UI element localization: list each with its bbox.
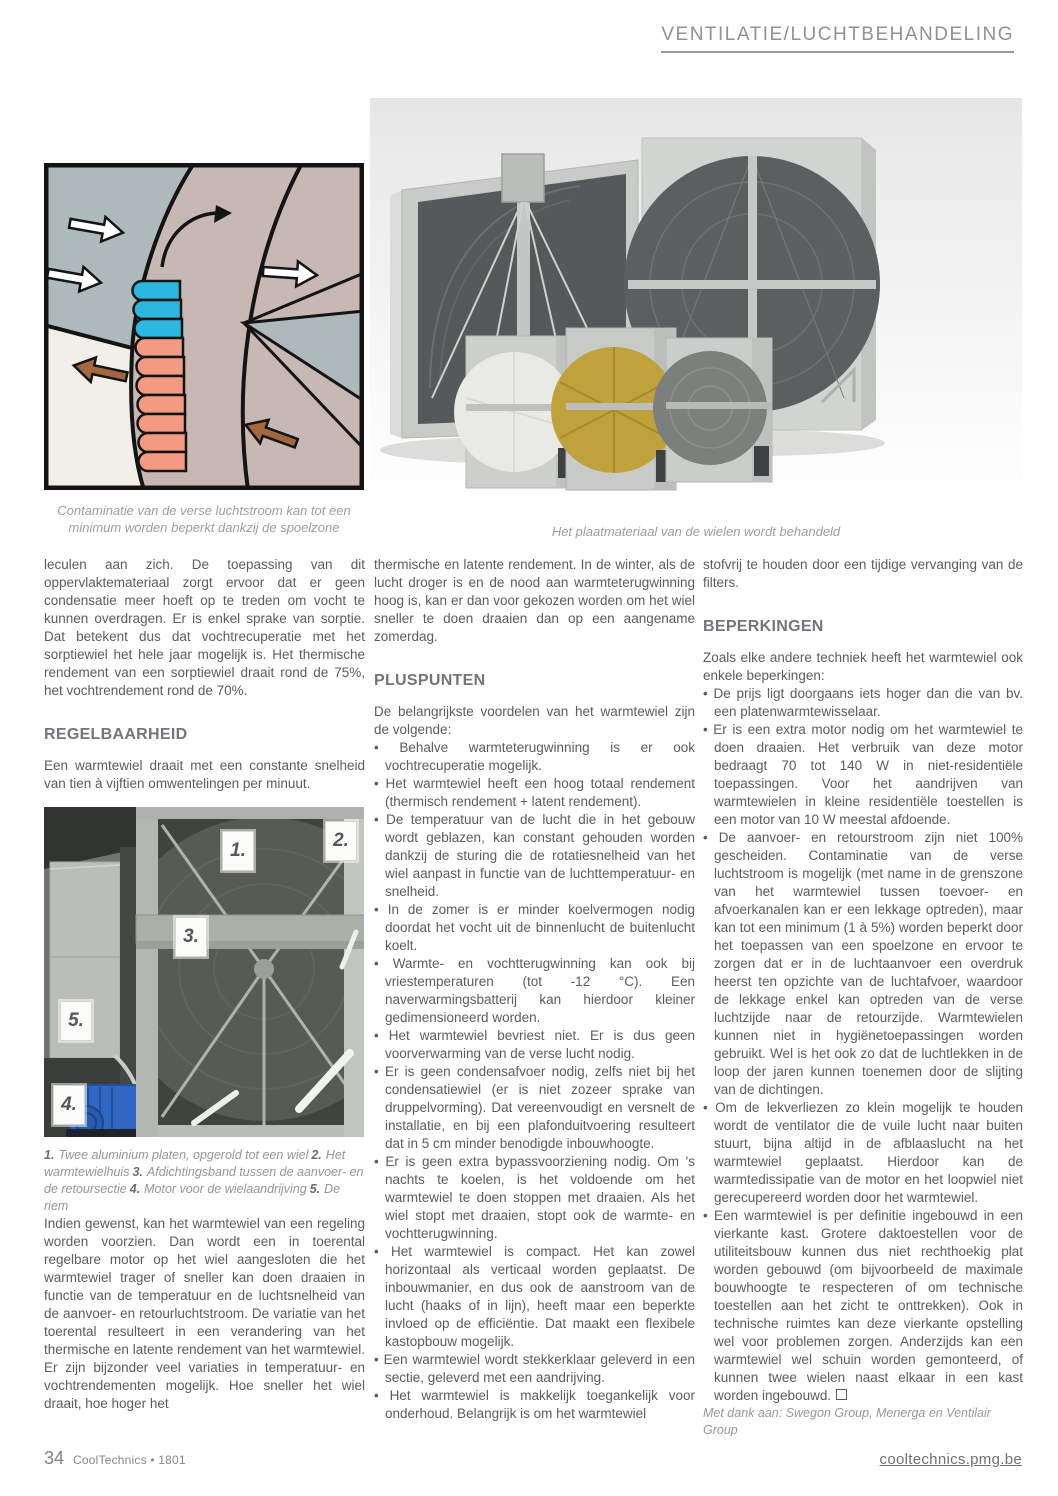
bullet-item: • De prijs ligt doorgaans iets hoger dan die van bv. een platenwarmtewisselaar. bbox=[703, 685, 1023, 721]
small-wheel-unit-dark bbox=[653, 338, 772, 482]
fins-cold bbox=[133, 281, 183, 338]
bullet-item: • Een warmtewiel is per definitie ingebouwd in een vierkante kast. Grotere daktoestellen voor de utiliteitsbouw kunnen dus niet rechthoekig plat worden gebouwd (om bijvoorbeeld de maximale bouwhoogte te respecteren of om technische toestellen aan het zicht te onttrekken). Ook in technische ruimtes kan deze vierkante opstelling wel voor problemen zorgen. Anderzijds kan een warmtewiel wel schuin worden gemonteerd, of kunnen twee wielen naast elkaar in een kast worden ingebouwd. bbox=[703, 1207, 1023, 1405]
wheel-photo-art bbox=[44, 807, 364, 1137]
caption-item: 5. De riem bbox=[44, 1182, 341, 1213]
bullet-item: • De temperatuur van de lucht die in het gebouw wordt geblazen, kan constant gehouden worden dankzij de sturing die de rotatiesnelheid van het wiel aanpast in functie van de luchttemperatuur- en snelheid. bbox=[374, 811, 695, 901]
paragraph: Zoals elke andere techniek heeft het warmtewiel ook enkele beperkingen: bbox=[703, 650, 1023, 683]
caption-item: 4. Motor voor de wielaandrijving bbox=[129, 1182, 307, 1196]
bullet-item: • Behalve warmteterugwinning is er ook vochtrecuperatie mogelijk. bbox=[374, 739, 695, 775]
page-number: 34 bbox=[44, 1448, 65, 1468]
wheel-photo-caption bbox=[44, 1147, 365, 1215]
paragraph: leculen aan zich. De toepassing van dit oppervlaktemateriaal zorgt ervoor dat er geen condensatie meer hoeft op te treden om vocht te kunnen overdragen. Er is enkel sprake van sorptie. Dat betekent dus dat vochtrecuperatie met het sorptiewiel het hele jaar mogelijk is. Het thermische rendement van een sorptiewiel draait rond de 75%, het vochtrendement rond de 70%. bbox=[44, 557, 365, 698]
bullet-item: • In de zomer is er minder koelvermogen nodig doordat het vocht uit de binnenlucht de buitenlucht koelt. bbox=[374, 901, 695, 955]
paragraph: thermische en latente rendement. In de winter, als de lucht droger is en de nood aan warmteterugwinning hoog is, kan er dan voor gekozen worden om het wiel sneller te doen draaien dan op een aangename zomerdag. bbox=[374, 557, 695, 644]
caption-item: 1. Twee aluminium platen, opgerold tot een wiel bbox=[44, 1148, 309, 1162]
caption-item: 3. Afdichtingsband tussen de aanvoer- en de retoursectie bbox=[44, 1165, 364, 1196]
heading-beperkingen: BEPERKINGEN bbox=[703, 618, 824, 635]
end-of-article-icon bbox=[836, 1389, 847, 1400]
column-right bbox=[703, 556, 1023, 1439]
edition-label: CoolTechnics • 1801 bbox=[73, 1453, 186, 1467]
heading-regelbaarheid: REGELBAARHEID bbox=[44, 726, 188, 743]
column-middle bbox=[374, 556, 695, 1423]
bullet-item: • Er is een extra motor nodig om het warmtewiel te doen draaien. Het verbruik van deze motor bedraagt 70 tot 140 W in niet-residentiële toepassingen. Voor het aandrijven van warmtewielen in kleine residentiële toestellen is een motor van 10 W meestal afdoende. bbox=[703, 721, 1023, 829]
bullet-item: • Een warmtewiel wordt stekkerklaar geleverd in een sectie, geleverd met een aandrijving. bbox=[374, 1351, 695, 1387]
bullet-item: • Er is geen extra bypassvoorziening nodig. Om 's nachts te koelen, is het voldoende om het warmtewiel te doen stoppen met draaien. Als het wiel stopt met draaien, stopt ook de warmte- en vochtterugwinning. bbox=[374, 1153, 695, 1243]
wheel-label-5: 5. bbox=[60, 1001, 92, 1041]
paragraph: De belangrijkste voordelen van het warmtewiel zijn de volgende: bbox=[374, 704, 695, 737]
bullet-item: • Warmte- en vochtterugwinning kan ook bij vriestemperaturen (tot -12 °C). Een naverwarmingsbatterij kan hierdoor kleiner gedimensioneerd worden. bbox=[374, 955, 695, 1027]
wheel-label-3: 3. bbox=[175, 917, 207, 957]
bullet-item: • Het warmtewiel is compact. Het kan zowel horizontaal als verticaal worden geplaatst. De inbouwmanier, en dus ook de aanstroom van de lucht (haaks of in lijn), heeft maar een beperkte invloed op de efficiëntie. Dat maakt een flexibele kastopbouw mogelijk. bbox=[374, 1243, 695, 1351]
column-left bbox=[44, 556, 365, 1413]
paragraph: Een warmtewiel draait met een constante snelheid van tien à vijftien omwentelingen per minuut. bbox=[44, 758, 365, 791]
wheel-label-1: 1. bbox=[222, 831, 254, 871]
bullet-item: • Het warmtewiel bevriest niet. Er is dus geen voorverwarming van de verse lucht nodig. bbox=[374, 1027, 695, 1063]
credit-line: Met dank aan: Swegon Group, Menerga en Ventilair Group bbox=[703, 1406, 991, 1437]
website-link[interactable]: cooltechnics.pmg.be bbox=[879, 1451, 1022, 1468]
bullet-item: • De aanvoer- en retourstroom zijn niet 100% gescheiden. Contaminatie van de verse luchtstroom is mogelijk (met name in de grenszone van het warmtewiel tussen toevoer- en afvoerkanalen kan er een lekkage optreden), maar kan tot een minimum (1 à 5%) worden beperkt door het toepassen van een spoelzone en ervoor te zorgen dat er in de luchtaanvoer een overdruk heerst ten opzichte van de luchtafvoer, waardoor de lekkage enkel kan optreden van de verse luchtzijde naar de retourzijde. Warmtewielen kunnen niet in hygiënetoepassingen worden gebruikt. Wel is het ook zo dat de luchtlekken in de loop der jaren kunnen toenemen door de slijting van de dichtingen. bbox=[703, 829, 1023, 1099]
product-photo-art bbox=[370, 98, 1022, 510]
product-photo-caption: Het plaatmateriaal van de wielen wordt behandeld bbox=[551, 524, 841, 539]
pluspunten-list bbox=[374, 739, 695, 1423]
fins-warm bbox=[136, 338, 187, 471]
page-footer bbox=[44, 1448, 1022, 1469]
bullet-item: • Het warmtewiel heeft een hoog totaal rendement (thermisch rendement + latent rendement). bbox=[374, 775, 695, 811]
wheel-label-2: 2. bbox=[325, 821, 357, 861]
footer-left bbox=[44, 1448, 186, 1469]
purge-zone-diagram-art bbox=[44, 163, 364, 490]
diagram-caption: Contaminatie van de verse luchtstroom kan tot een minimum worden beperkt dankzij de spoelzone bbox=[57, 503, 351, 535]
paragraph: Indien gewenst, kan het warmtewiel van een regeling worden voorzien. Dan wordt een in toerental regelbare motor op het wiel aangesloten die het warmtewiel trager of sneller kan doen draaien in functie van de temperatuur en de luchtsnelheid van de aanvoer- en retourluchtstroom. De variatie van het toerental resulteert in een verandering van het thermische en latente rendement van het warmtewiel. Er zijn bijzonder veel variaties in temperatuur- en vochtrendementen mogelijk. Hoe sneller het wiel draait, hoe hoger het bbox=[44, 1216, 365, 1411]
heat-wheels-product-photo bbox=[370, 98, 1022, 510]
heat-wheel-labeled-photo bbox=[44, 807, 364, 1137]
purge-zone-diagram bbox=[44, 163, 364, 490]
caption-item: 2. Het warmtewielhuis bbox=[44, 1148, 346, 1179]
wheel-label-4: 4. bbox=[53, 1085, 85, 1125]
bullet-item: • Om de lekverliezen zo klein mogelijk te houden wordt de ventilator die de vuile lucht naar buiten stuurt, bijna altijd in de afblaaslucht na het warmtewiel geplaatst. Hierdoor kan de warmtedissipatie van de motor en het loopwiel niet gerecupereerd worden door het warmtewiel. bbox=[703, 1099, 1023, 1207]
heading-pluspunten: PLUSPUNTEN bbox=[374, 672, 486, 689]
bullet-item: • Er is geen condensafvoer nodig, zelfs niet bij het condensatiewiel (er is niet zozeer sprake van druppelvorming). Dat vereenvoudigt en versnelt de installatie, en bij een plafonduitvoering resulteert dat in 5 cm minder benodigde inbouwhoogte. bbox=[374, 1063, 695, 1153]
section-header: VENTILATIE/LUCHTBEHANDELING bbox=[661, 24, 1014, 53]
paragraph: stofvrij te houden door een tijdige vervanging van de filters. bbox=[703, 557, 1023, 590]
bullet-item: • Het warmtewiel is makkelijk toegankelijk voor onderhoud. Belangrijk is om het warmtewiel bbox=[374, 1387, 695, 1423]
